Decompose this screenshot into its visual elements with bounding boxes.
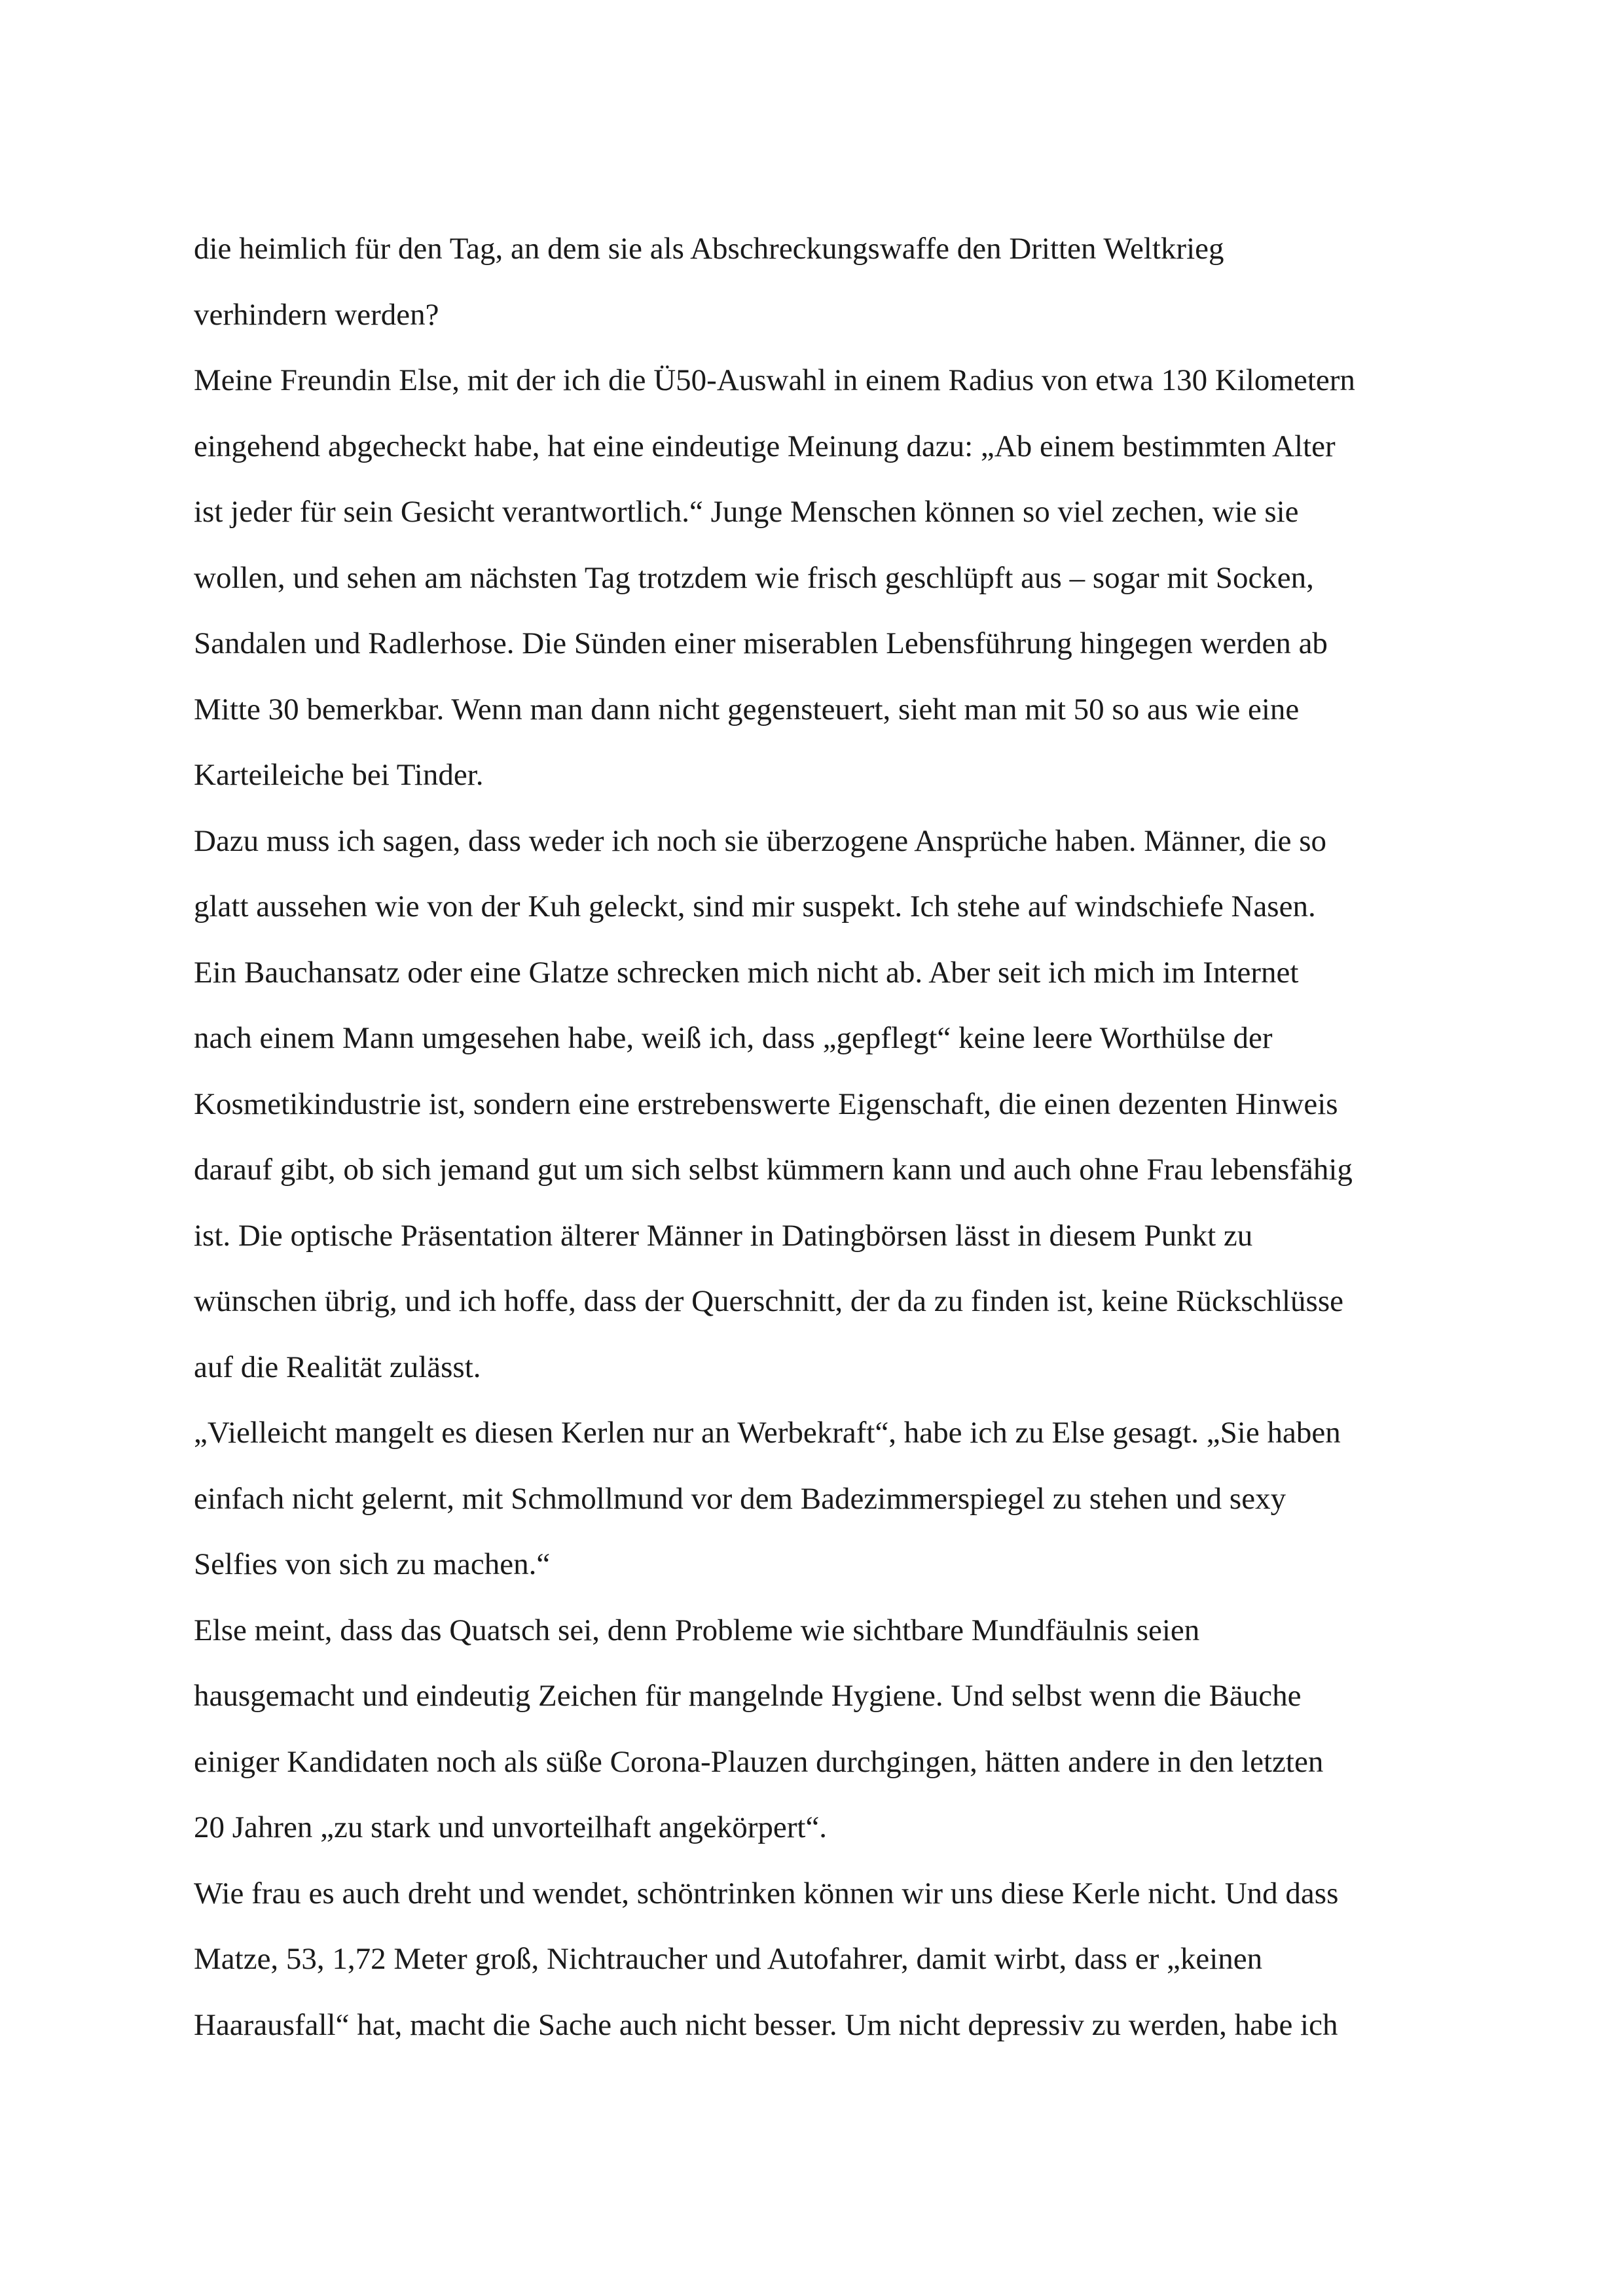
text-line: wünschen übrig, und ich hoffe, dass der Querschnitt, der da zu finden ist, keine Rückschlüsse [194, 1284, 1343, 1318]
text-line: die heimlich für den Tag, an dem sie als Abschreckungswaffe den Dritten Weltkrieg [194, 232, 1224, 266]
text-line: Wie frau es auch dreht und wendet, schöntrinken können wir uns diese Kerle nicht. Und dass [194, 1876, 1339, 1910]
text-line: Selfies von sich zu machen.“ [194, 1547, 551, 1581]
body-text [194, 216, 1451, 2058]
text-line: Kosmetikindustrie ist, sondern eine erstrebenswerte Eigenschaft, die einen dezenten Hinweis [194, 1086, 1338, 1121]
text-line: Meine Freundin Else, mit der ich die Ü50-Auswahl in einem Radius von etwa 130 Kilometern [194, 363, 1355, 397]
text-line: verhindern werden? [194, 297, 439, 332]
text-line: hausgemacht und eindeutig Zeichen für mangelnde Hygiene. Und selbst wenn die Bäuche [194, 1679, 1302, 1713]
text-line: Matze, 53, 1,72 Meter groß, Nichtraucher und Autofahrer, damit wirbt, dass er „keinen [194, 1942, 1263, 1976]
text-line: glatt aussehen wie von der Kuh geleckt, sind mir suspekt. Ich stehe auf windschiefe Nasen. [194, 889, 1316, 924]
text-line: Sandalen und Radlerhose. Die Sünden einer miserablen Lebensführung hingegen werden ab [194, 626, 1328, 660]
text-line: eingehend abgecheckt habe, hat eine eindeutige Meinung dazu: „Ab einem bestimmten Alter [194, 429, 1336, 463]
text-line: Else meint, dass das Quatsch sei, denn Probleme wie sichtbare Mundfäulnis seien [194, 1613, 1200, 1647]
text-line: Mitte 30 bemerkbar. Wenn man dann nicht gegensteuert, sieht man mit 50 so aus wie eine [194, 692, 1300, 726]
text-line: Karteileiche bei Tinder. [194, 758, 484, 792]
text-line: ist. Die optische Präsentation älterer Männer in Datingbörsen lässt in diesem Punkt zu [194, 1218, 1253, 1253]
text-line: einiger Kandidaten noch als süße Corona-Plauzen durchgingen, hätten andere in den letzten [194, 1744, 1324, 1779]
text-line: nach einem Mann umgesehen habe, weiß ich, dass „gepflegt“ keine leere Worthülse der [194, 1021, 1273, 1055]
text-line: wollen, und sehen am nächsten Tag trotzdem wie frisch geschlüpft aus – sogar mit Socken, [194, 560, 1314, 595]
text-line: Ein Bauchansatz oder eine Glatze schrecken mich nicht ab. Aber seit ich mich im Internet [194, 955, 1299, 990]
text-line: Dazu muss ich sagen, dass weder ich noch sie überzogene Ansprüche haben. Männer, die so [194, 823, 1327, 858]
text-line: auf die Realität zulässt. [194, 1350, 481, 1384]
text-line: darauf gibt, ob sich jemand gut um sich selbst kümmern kann und auch ohne Frau lebensfähig [194, 1153, 1353, 1187]
text-line: 20 Jahren „zu stark und unvorteilhaft angekörpert“. [194, 1810, 828, 1844]
text-line: einfach nicht gelernt, mit Schmollmund vor dem Badezimmerspiegel zu stehen und sexy [194, 1481, 1286, 1516]
text-line: „Vielleicht mangelt es diesen Kerlen nur an Werbekraft“, habe ich zu Else gesagt. „Sie haben [194, 1416, 1341, 1450]
text-line: Haarausfall“ hat, macht die Sache auch nicht besser. Um nicht depressiv zu werden, habe ich [194, 2007, 1338, 2042]
text-line: ist jeder für sein Gesicht verantwortlich.“ Junge Menschen können so viel zechen, wie sie [194, 495, 1299, 529]
